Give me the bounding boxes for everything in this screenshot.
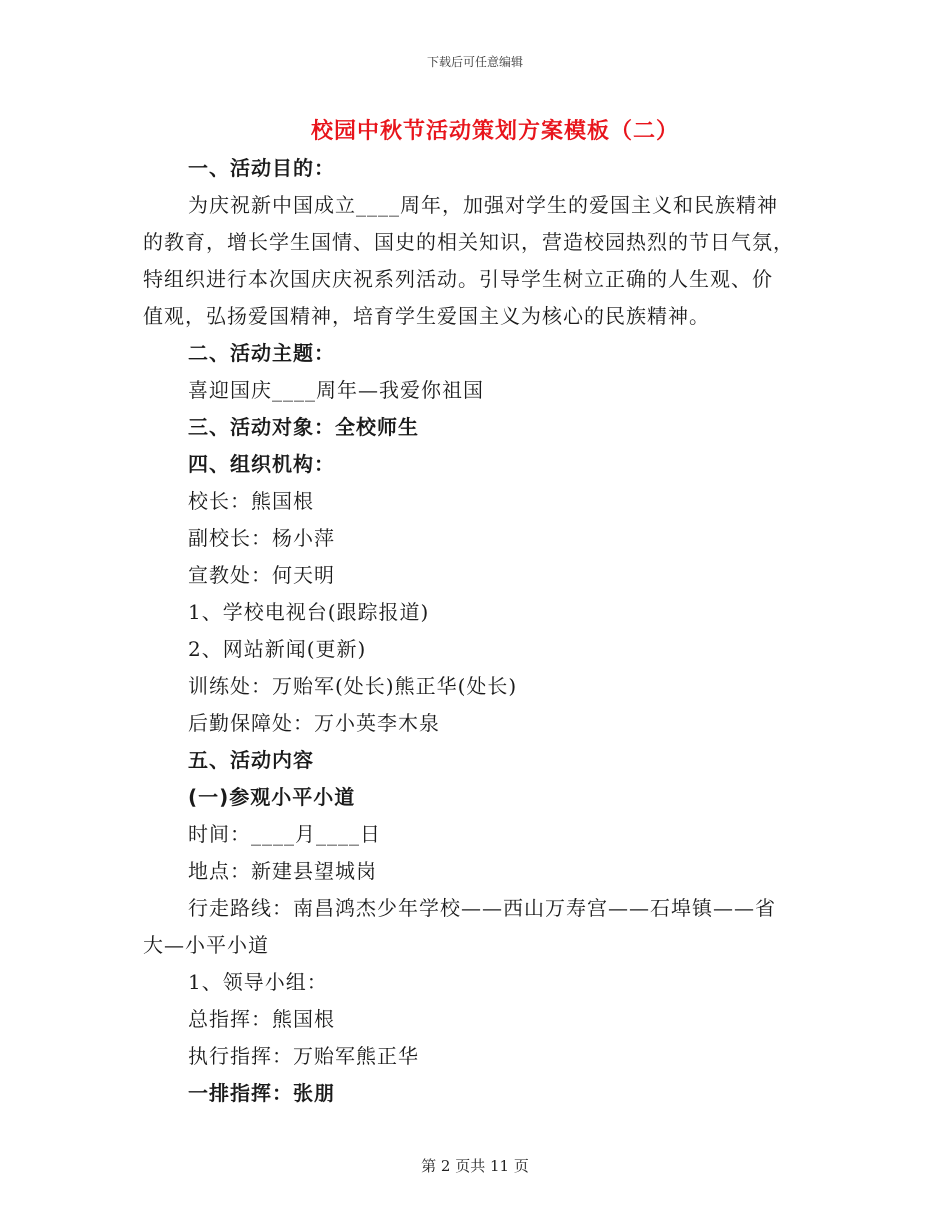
section-heading: 一、活动目的： — [188, 156, 335, 180]
paragraph-line: 特组织进行本次国庆庆祝系列活动。引导学生树立正确的人生观、价 — [143, 267, 773, 291]
section-heading: 四、组织机构： — [188, 452, 335, 476]
section-heading: 三、活动对象：全校师生 — [188, 415, 419, 439]
section-heading: 二、活动主题： — [188, 341, 335, 365]
paragraph-line: 执行指挥：万贻军熊正华 — [188, 1044, 419, 1068]
paragraph-line: 为庆祝新中国成立____周年，加强对学生的爱国主义和民族精神 — [188, 193, 778, 217]
subsection-heading: (一)参观小平小道 — [188, 785, 356, 809]
header-note: 下载后可任意编辑 — [426, 55, 523, 69]
paragraph-line: 地点：新建县望城岗 — [188, 859, 377, 883]
paragraph-line: 宣教处：何天明 — [188, 563, 335, 587]
paragraph-line: 行走路线：南昌鸿杰少年学校——西山万寿宫——石埠镇——省 — [188, 896, 776, 920]
paragraph-line: 总指挥：熊国根 — [188, 1007, 335, 1031]
section-heading: 五、活动内容 — [188, 748, 314, 772]
paragraph-line: 喜迎国庆____周年—我爱你祖国 — [188, 378, 484, 402]
paragraph-line: 校长：熊国根 — [188, 489, 314, 513]
paragraph-line: 2、网站新闻(更新) — [188, 637, 367, 661]
paragraph-line: 大—小平小道 — [143, 933, 269, 957]
paragraph-line: 值观，弘扬爱国精神，培育学生爱国主义为核心的民族精神。 — [143, 304, 710, 328]
paragraph-line: 时间：____月____日 — [188, 822, 381, 846]
section-heading: 一排指挥：张朋 — [188, 1081, 335, 1105]
document-body — [143, 150, 808, 1112]
paragraph-line: 副校长：杨小萍 — [188, 526, 335, 550]
document-title: 校园中秋节活动策划方案模板（二） — [310, 118, 679, 144]
paragraph-line: 1、学校电视台(跟踪报道) — [188, 600, 430, 624]
page-footer: 第 2 页共 11 页 — [421, 1157, 529, 1175]
paragraph-line: 1、领导小组： — [188, 970, 328, 994]
paragraph-line: 训练处：万贻军(处长)熊正华(处长) — [188, 674, 518, 698]
paragraph-line: 的教育，增长学生国情、国史的相关知识，营造校园热烈的节日气氛， — [143, 230, 794, 254]
paragraph-line: 后勤保障处：万小英李木泉 — [188, 711, 440, 735]
